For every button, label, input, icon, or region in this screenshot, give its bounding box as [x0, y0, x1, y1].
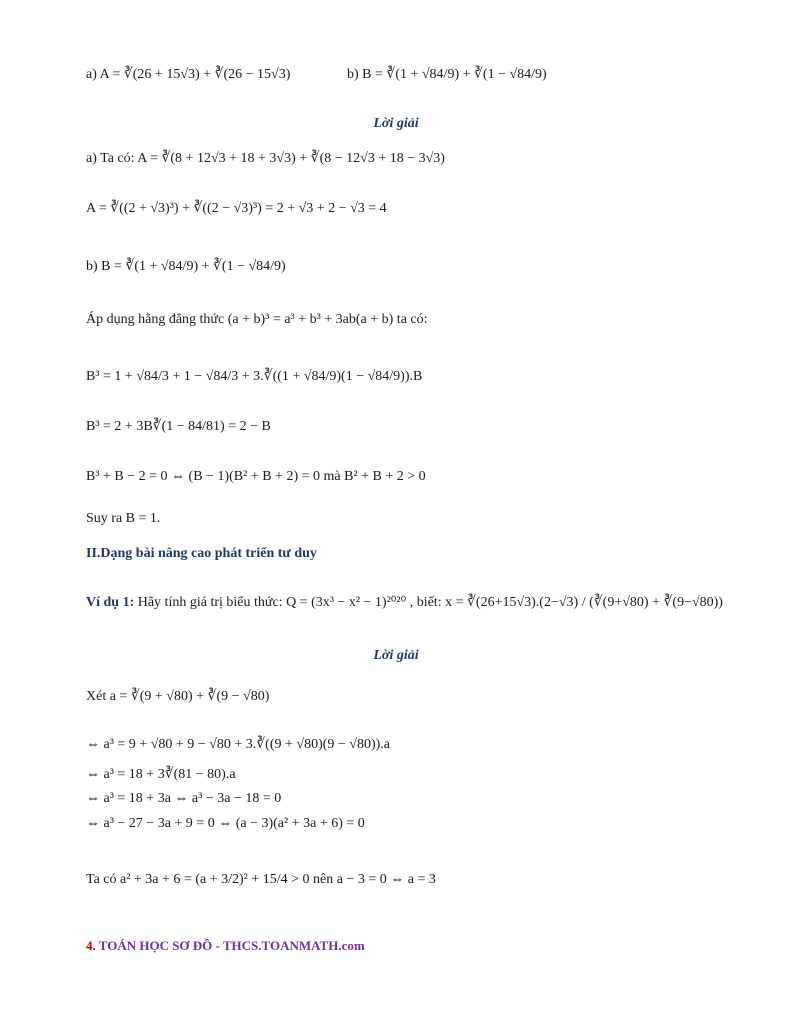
- example-1: [86, 594, 723, 611]
- page-number: 4: [86, 938, 93, 953]
- page-footer: [86, 938, 365, 954]
- solution-b-step4: B³ + B − 2 = 0 ⇔ (B − 1)(B² + B + 2) = 0 mà B² + B + 2 > 0: [86, 469, 426, 484]
- solution-ex-step3: ⇔ a³ = 18 + 3∛(81 − 80).a: [86, 767, 236, 782]
- solution-a-step1: a) Ta có: A = ∛(8 + 12√3 + 18 + 3√3) + ∛(8 − 12√3 + 18 − 3√3): [86, 151, 445, 166]
- footer-text: . TOÁN HỌC SƠ ĐỒ - THCS.TOANMATH.com: [92, 938, 365, 953]
- section-title: II.Dạng bài nâng cao phát triển tư duy: [86, 546, 317, 561]
- identity-line: Áp dụng hằng đẳng thức (a + b)³ = a³ + b³ + 3ab(a + b) ta có:: [86, 312, 428, 327]
- example-text: Hãy tính giá trị biểu thức: Q = (3x³ − x² − 1)²⁰²⁰ , biết: x = ∛(26+15√3).(2−√3) / (∛(9+√80) + ∛(9−√80)): [134, 595, 723, 610]
- solution-b-step2: B³ = 1 + √84/3 + 1 − √84/3 + 3.∛((1 + √84/9)(1 − √84/9)).B: [86, 369, 423, 384]
- example-label: Ví dụ 1:: [86, 595, 135, 610]
- solution-b-conclusion: Suy ra B = 1.: [86, 511, 161, 526]
- solution-ex-step4: ⇔ a³ = 18 + 3a ⇔ a³ − 3a − 18 = 0: [86, 791, 282, 806]
- solution-ex-step1: Xét a = ∛(9 + √80) + ∛(9 − √80): [86, 689, 270, 704]
- solution-ex-step5: ⇔ a³ − 27 − 3a + 9 = 0 ⇔ (a − 3)(a² + 3a + 6) = 0: [86, 816, 365, 831]
- solution-a-step2: A = ∛((2 + √3)³) + ∛((2 − √3)³) = 2 + √3 + 2 − √3 = 4: [86, 201, 387, 216]
- solution-heading-2: Lời giải: [373, 648, 419, 663]
- solution-b-step3: B³ = 2 + 3B∛(1 − 84/81) = 2 − B: [86, 419, 271, 434]
- solution-heading: Lời giải: [373, 116, 419, 131]
- exercise-b: b) B = ∛(1 + √84/9) + ∛(1 − √84/9): [347, 67, 547, 82]
- solution-b-step1: b) B = ∛(1 + √84/9) + ∛(1 − √84/9): [86, 259, 286, 274]
- exercise-a: a) A = ∛(26 + 15√3) + ∛(26 − 15√3): [86, 67, 291, 82]
- solution-ex-step2: ⇔ a³ = 9 + √80 + 9 − √80 + 3.∛((9 + √80)(9 − √80)).a: [86, 737, 391, 752]
- solution-ex-step6: Ta có a² + 3a + 6 = (a + 3/2)² + 15/4 > 0 nên a − 3 = 0 ⇔ a = 3: [86, 872, 436, 887]
